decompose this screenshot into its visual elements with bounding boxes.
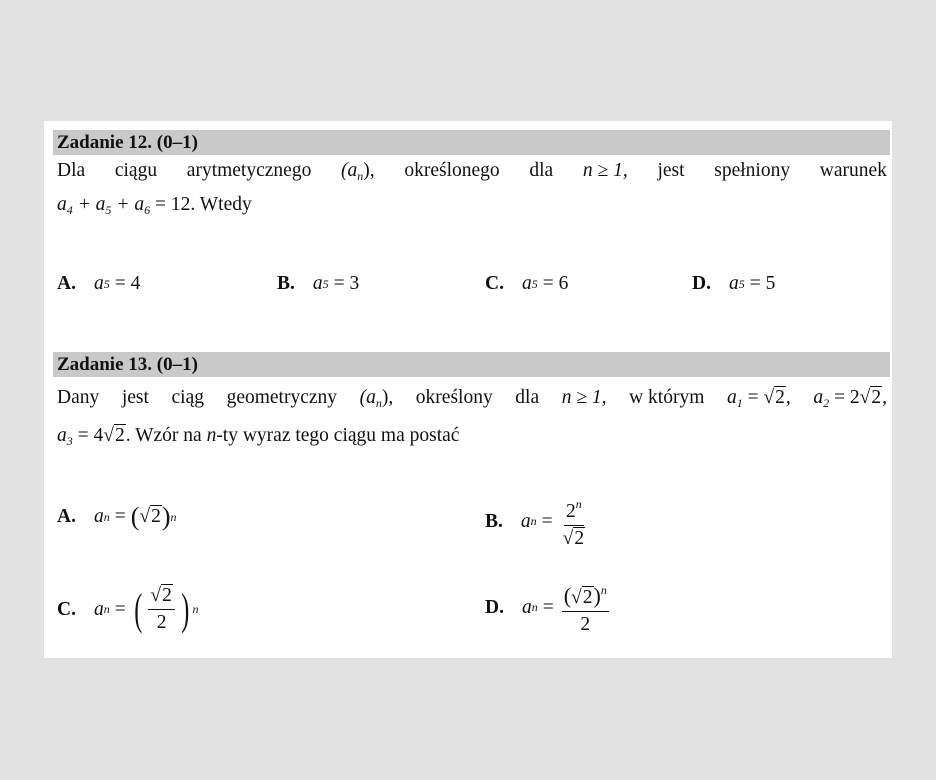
- sequence-symbol: $(a_n)$,: [341, 160, 375, 183]
- task-12-option-b[interactable]: B. a 5 = 3: [277, 273, 360, 294]
- task-13-option-c[interactable]: C. a n = ( $\frac{√2}{2}$ ) n: [57, 584, 199, 634]
- task-12-line-1: [57, 158, 887, 189]
- fraction: $\frac{2^n}{√2}$: [561, 493, 587, 550]
- fraction: $\frac{√2}{2}$: [148, 585, 174, 634]
- exam-sheet: [44, 121, 892, 658]
- word: dla: [529, 160, 554, 181]
- fraction: $\frac{(√2)^n}{2}$: [562, 579, 609, 636]
- task-13-option-a[interactable]: A. a n = ( √2 ) n: [57, 502, 177, 531]
- condition: n ≥ 1,: [582, 160, 628, 181]
- word: arytmetycznego: [186, 160, 312, 181]
- task-12-header: Zadanie 12. (0–1): [53, 130, 890, 155]
- word: ciągu: [114, 160, 158, 181]
- task-12-option-d[interactable]: D. a 5 = 5: [692, 273, 776, 294]
- word: określonego: [404, 160, 500, 181]
- word: warunek: [819, 160, 887, 181]
- term-a2: $a_2 = 2√2$,: [813, 387, 887, 410]
- term-a1: $a_1 = √2$,: [726, 387, 791, 410]
- task-12-option-a[interactable]: A. a 5 = 4: [57, 273, 141, 294]
- word: spełniony: [714, 160, 791, 181]
- task-13-option-b[interactable]: B. a n = $\frac{2^n}{√2}$: [485, 493, 590, 550]
- word: Dla: [57, 160, 86, 181]
- sequence-symbol: $(a_n)$,: [359, 387, 394, 410]
- task-13-option-d[interactable]: D. a n = $\frac{(√2)^n}{2}$: [485, 579, 612, 636]
- task-12-option-c[interactable]: C. a 5 = 6: [485, 273, 569, 294]
- word: jest: [657, 160, 685, 181]
- task-12-line-2: $a_4 + a_5 + a_6 = 12$. Wtedy: [57, 194, 252, 217]
- task-13-line-2: $a_3 = 4√2$. Wzór na n-ty wyraz tego ciągu ma postać: [57, 425, 460, 448]
- task-13-line-1: Dany jest ciąg geometryczny $(a_n)$, określony dla n ≥ 1, w którym $a_1 = √2$, $a_2 = 2√2$,: [57, 385, 887, 416]
- task-13-header: Zadanie 13. (0–1): [53, 352, 890, 377]
